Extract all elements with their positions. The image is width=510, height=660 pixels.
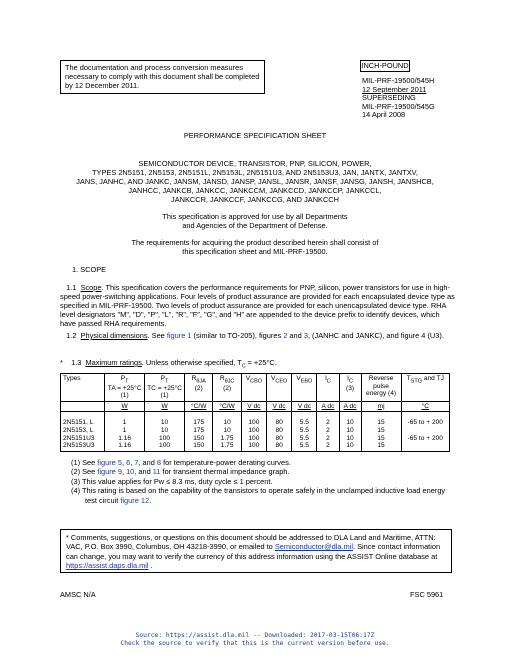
amsc-label: AMSC N/A [60, 590, 96, 599]
figure-2-link[interactable]: 2 [283, 331, 288, 340]
maximum-ratings-title: Maximum ratings [85, 358, 142, 367]
doc-date: 12 September 2011 [362, 84, 427, 94]
table-notes [71, 458, 456, 505]
table-units-row: W W °C/W °C/W V dc V dc V dc A dc A dc mj °C [61, 401, 450, 412]
header-r-theta-ja: $R_{\theta JA}$ (2) [185, 374, 213, 402]
header-vcbo: $V_{CBO}$ [241, 374, 266, 402]
header-vebo: $V_{EBO}$ [292, 374, 317, 402]
comments-box: * Comments, suggestions, or questions on this document should be addressed to DLA Land and Maritime, ATTN: VAC, P.O. Box 3990, Columbus, OH 43218-3990, or emailed to Semiconductor@dla.mil. Since contact information can change, you may want to verify the currency of this address information using the ASSIST Online database at https://assist.daps.dla.mil . [60, 529, 452, 573]
paragraph-1-3: * 1.3 Maximum ratings. Unless otherwise specified, $T_C = +25^\circ C$. [60, 358, 277, 370]
figure-1-link[interactable]: figure 1 [166, 331, 192, 340]
superseded-date: 14 April 2008 [362, 110, 406, 120]
paragraph-1-1: 1.1 Scope. This specification covers the performance requirements for PNP, silicon, power transistors for use in high-speed power-switching applications. Four levels of product assurance are provided for each encapsulated device type as specified in MIL-PRF-19500. Two levels of product assurance are provided for each unencapsulated device type. RHA level designators "M", "D", "P", "L", "R", "F", "G", and "H" are appended to the device prefix to identify devices, which have passed RHA requirements. [60, 283, 455, 328]
device-title: SEMICONDUCTOR DEVICE, TRANSISTOR, PNP, SILICON, POWER, TYPES 2N5151, 2N5153, 2N5151L, 2N5153L, 2N5151U3, AND 2N5153U3, JAN, JANTX, JANTXV, JANS, JANHC, AND JANKC, JANSM, JANSD, JANSP, JANSL, JANSR, JANSF, JANSG, JANSH, JANSHCB, JANHCC, JANKCB, JANKCC, JANKCCM, JANKCCD, JANKCCP, JANKCCL, JANKCCR, JANKCCF, JANKCCG, AND JANKCCH [76, 159, 434, 204]
figure-8-link[interactable]: 8 [156, 458, 162, 467]
figure-6-link[interactable]: 6 [126, 458, 131, 467]
superseded-id: MIL-PRF-19500/545G [362, 101, 435, 111]
scope-title: Scope [80, 283, 102, 292]
note-1: (1) See figure 5, 6, 7, and 8 for temperature-power derating curves. [71, 458, 291, 467]
approval-statement: This specification is approved for use by all Departments and Agencies of the Department of Defense. [162, 212, 348, 230]
source-footer [0, 632, 510, 648]
header-ic-pulse: $I_C$ (3) [339, 374, 361, 402]
inch-pound-label: INCH-POUND [361, 61, 409, 70]
header-tstg-tj: $T_{STG}$ and TJ [401, 374, 449, 402]
header-r-theta-jc: $R_{\theta JC}$ (2) [213, 374, 241, 402]
figure-12-link[interactable]: figure 12 [120, 495, 150, 505]
header-ic: $I_C$ [317, 374, 339, 402]
maximum-ratings-table [60, 373, 450, 452]
verify-line: Check the source to verify that this is the current version before use. [120, 640, 390, 647]
note-4: (4) This rating is based on the capability of the transistors to operate safely in the unclamped inductive load energy test circuit figure 12. [71, 486, 446, 505]
note-2: (2) See figure 9, 10, and 11 for transient thermal impedance graph. [71, 467, 290, 477]
doc-id: MIL-PRF-19500/545H [362, 76, 435, 85]
superseding-label: SUPERSEDING [362, 93, 416, 103]
requirements-statement: The requirements for acquiring the product described herein shall consist of this specification sheet and MIL-PRF-19500. [131, 238, 379, 256]
table-data-row: 2N5151, L 2N5153, L 2N5151U3 2N5153U3 1 1 1.16 1.16 10 10 100 100 175 175 150 150 10 10 1.75 1.75 100 100 100 100 80 80 80 80 5.5 5.5 5.5 5.5 2 2 2 2 10 10 10 10 15 15 15 15 -65 to + 200 -65 to + 200 [61, 412, 450, 451]
doc-id-block [362, 77, 435, 120]
fsc-label: FSC 5961 [410, 590, 444, 599]
note-3: (3) This value applies for Pw ≤ 8.3 ms, duty cycle ≤ 1 percent. [71, 476, 273, 486]
figure-9-link[interactable]: figure 9 [97, 467, 122, 477]
figure-7-link[interactable]: 7 [134, 458, 139, 467]
figure-5-link[interactable]: figure 5 [97, 458, 122, 467]
scope-heading: 1. SCOPE [72, 265, 107, 274]
assist-url-link[interactable]: https://assist.daps.dla.mil [66, 561, 149, 571]
header-pt-tc: $P_T$ TC = +25°C (1) [145, 374, 185, 402]
header-pt-ta: $P_T$ TA = +25°C (1) [105, 374, 145, 402]
header-types: Types [61, 374, 105, 402]
notice-text: The documentation and process conversion measures necessary to comply with this document shall be completed by 12 December 2011. [65, 63, 260, 90]
header-reverse-pulse-energy: Reverse pulse energy (4) [361, 374, 401, 402]
sheet-title: PERFORMANCE SPECIFICATION SHEET [183, 131, 327, 140]
source-line: Source: https://assist.dla.mil -- Downloaded: 2017-03-15T06:17Z [135, 632, 375, 639]
physical-dimensions-title: Physical dimensions [80, 331, 148, 340]
email-link[interactable]: Semiconductor@dla.mil [274, 542, 353, 552]
figure-11-link[interactable]: 11 [152, 467, 161, 477]
figure-10-link[interactable]: 10 [126, 467, 135, 477]
paragraph-1-2: 1.2 Physical dimensions. See figure 1 (similar to TO-205), figures 2 and 3, (JANHC and JANKC), and figure 4 (U3). [66, 331, 444, 340]
table-header-row [61, 374, 450, 402]
header-vceo: $V_{CEO}$ [267, 374, 292, 402]
notice-box [60, 60, 265, 94]
figure-3-link[interactable]: 3 [303, 331, 308, 340]
